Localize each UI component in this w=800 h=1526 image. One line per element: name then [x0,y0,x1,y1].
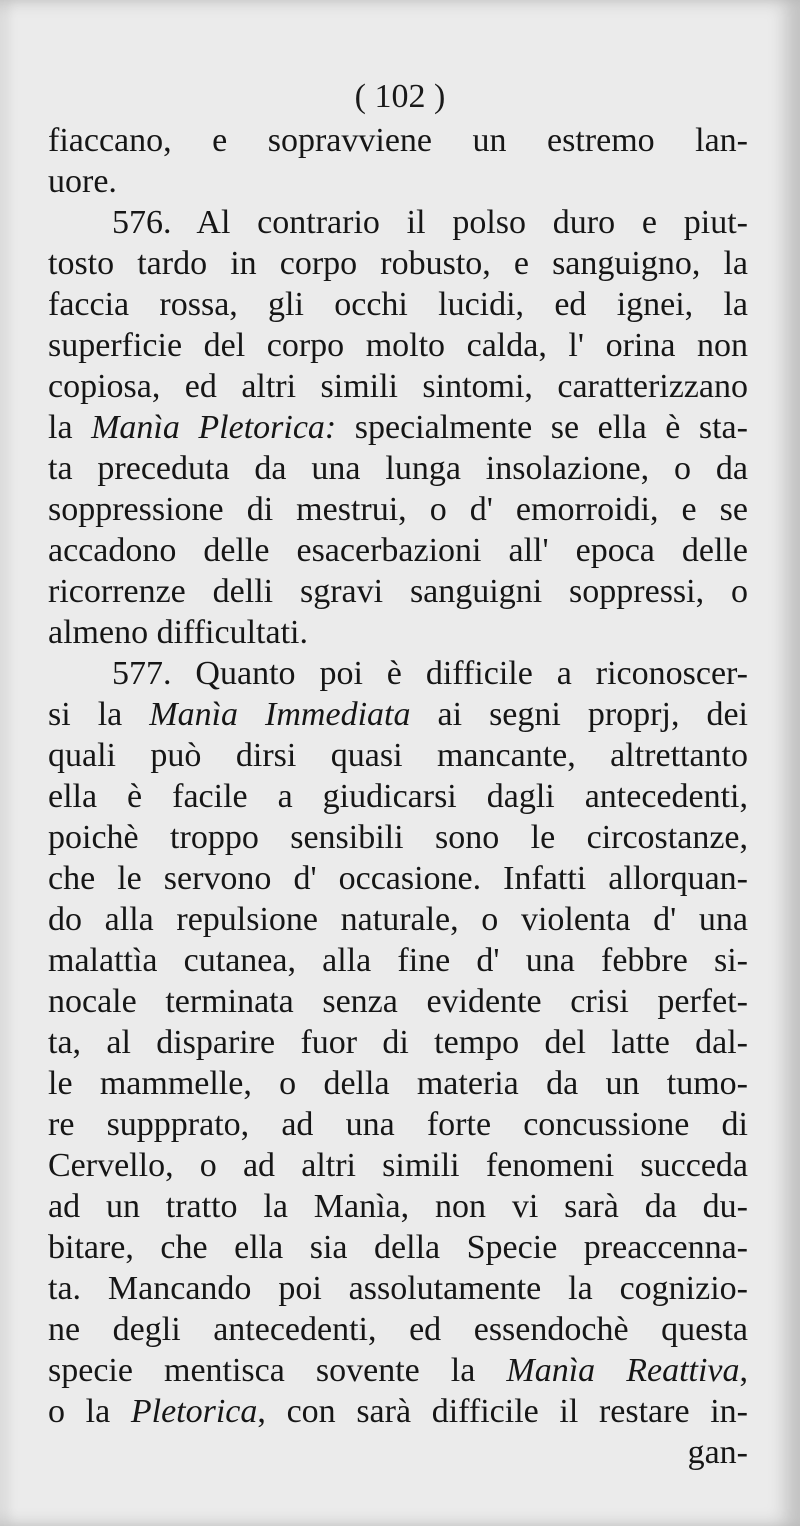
text-line [48,1186,748,1227]
text-run: specie mentisca sovente la [48,1352,507,1389]
text-run: ta preceduta da una lunga insolazione, o da [48,450,748,487]
text-run: Cervello, o ad altri simili fenomeni succeda [48,1147,748,1184]
text-line [48,1227,748,1268]
italic-term: Manìa Immediata [149,696,411,733]
text-line [48,940,748,981]
catchword: gan- [687,1434,748,1471]
text-run: faccia rossa, gli occhi lucidi, ed ignei, la [48,286,748,323]
text-line [48,653,748,694]
text-line [48,1309,748,1350]
text-run: che le servono d' occasione. Infatti allorquan- [48,860,748,897]
text-line [48,1268,748,1309]
italic-term: Manìa Reattiva [506,1352,740,1389]
text-line [48,858,748,899]
text-line [48,1022,748,1063]
text-line [48,612,748,653]
text-run: tosto tardo in corpo robusto, e sanguigno, la [48,245,748,282]
text-line [48,407,748,448]
text-run: specialmente se ella è sta- [336,409,748,446]
text-line [48,120,748,161]
text-run: copiosa, ed altri simili sintomi, caratterizzano [48,368,748,405]
text-run: si la [48,696,150,733]
body-text [48,120,748,1473]
text-run: 576. Al contrario il polso duro e piut- [112,204,748,241]
text-line [48,1350,748,1391]
text-run: ella è facile a giudicarsi dagli antecedenti, [48,778,748,815]
text-run: fiaccano, e sopravviene un estremo lan- [48,122,748,159]
text-run: almeno difficultati. [48,614,308,651]
text-line [48,1104,748,1145]
text-run: ad un tratto la Manìa, non vi sarà da du- [48,1188,748,1225]
text-run: re suppprato, ad una forte concussione di [48,1106,748,1143]
text-line [48,366,748,407]
text-run: , [739,1352,748,1389]
text-line [48,694,748,735]
text-line [48,284,748,325]
text-run: ta, al disparire fuor di tempo del latte dal- [48,1024,748,1061]
text-run: ai segni proprj, dei [410,696,749,733]
text-run: do alla repulsione naturale, o violenta d' una [48,901,748,938]
text-run: soppressione di mestrui, o d' emorroidi, e se [48,491,748,528]
text-line [48,489,748,530]
text-line [48,243,748,284]
text-run: , con sarà difficile il restare in- [257,1393,748,1430]
text-line [48,817,748,858]
text-run: bitare, che ella sia della Specie preaccenna- [48,1229,748,1266]
text-line [48,981,748,1022]
text-run: accadono delle esacerbazioni all' epoca delle [48,532,748,569]
italic-term: Pletorica [130,1393,258,1430]
text-line [48,735,748,776]
text-line [48,530,748,571]
page-number: ( 102 ) [354,78,446,115]
text-run: le mammelle, o della materia da un tumo- [48,1065,748,1102]
text-line [48,448,748,489]
text-run: nocale terminata senza evidente crisi perfet- [48,983,748,1020]
text-line [48,1063,748,1104]
text-run: uore. [48,163,117,200]
text-line [48,899,748,940]
text-run: quali può dirsi quasi mancante, altrettanto [48,737,748,774]
text-run: poichè troppo sensibili sono le circostanze, [48,819,748,856]
text-line [48,325,748,366]
text-line [48,1145,748,1186]
text-line [48,776,748,817]
text-line [48,161,748,202]
text-run: la [48,409,92,446]
text-line [48,1391,748,1432]
text-run: ricorrenze delli sgravi sanguigni soppressi, o [48,573,748,610]
text-run: superficie del corpo molto calda, l' orina non [48,327,748,364]
italic-term: Manìa Pletorica: [91,409,337,446]
text-line [48,202,748,243]
text-run: malattìa cutanea, alla fine d' una febbre si- [48,942,748,979]
text-run: o la [48,1393,131,1430]
text-run: ta. Mancando poi assolutamente la cognizio- [48,1270,748,1307]
text-run: 577. Quanto poi è difficile a riconoscer- [112,655,748,692]
text-line [48,571,748,612]
text-run: ne degli antecedenti, ed essendochè questa [48,1311,748,1348]
